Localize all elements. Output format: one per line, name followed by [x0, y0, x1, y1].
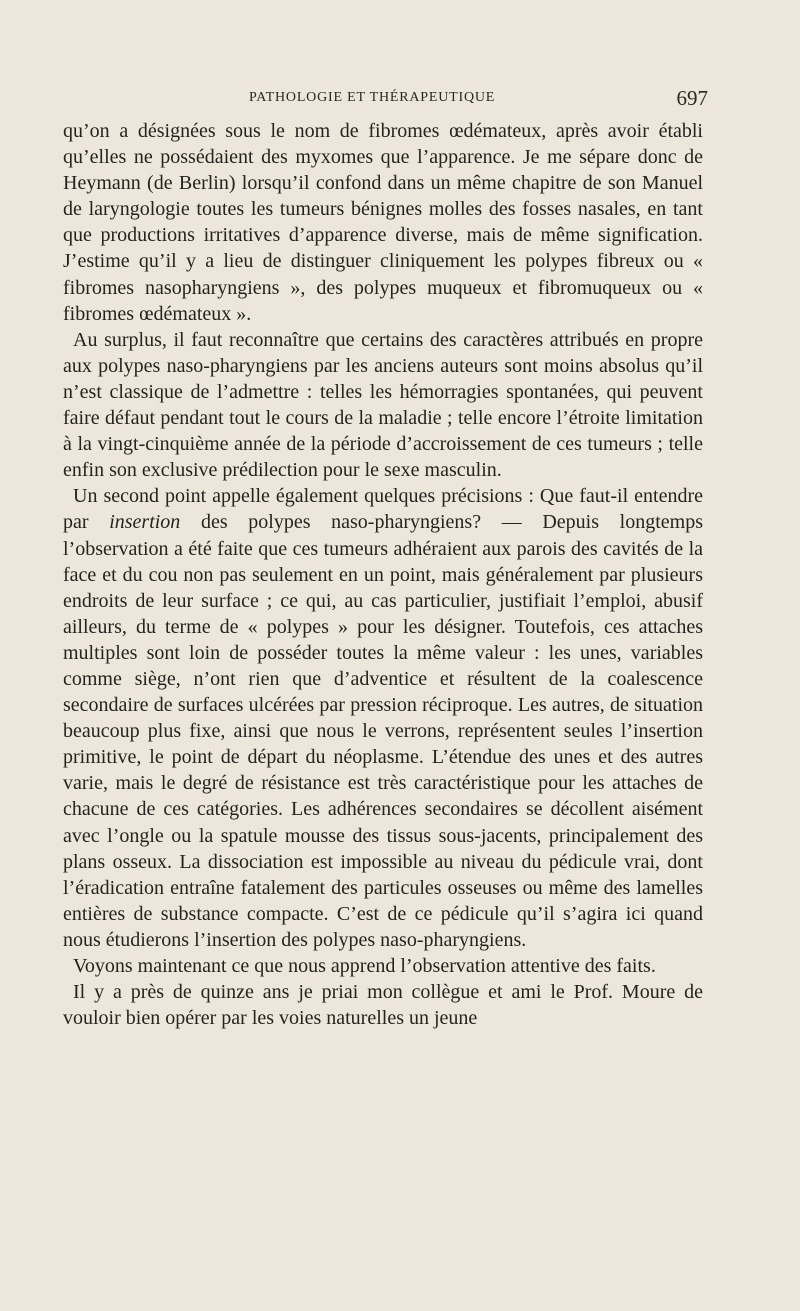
emphasis-insertion: insertion: [109, 511, 181, 534]
running-title: PATHOLOGIE ET THÉRAPEUTIQUE: [249, 90, 496, 105]
paragraph-3-part-2: des polypes naso-pharyngiens? — Depuis longtemps l’observation a été faite que ces tumeurs adhéraient aux parois des cavités de la face et du cou non pas seulement en un point, mais généralement par plusieurs endroits de leur surface ; ce qui, au cas particulier, justifiait l’emploi, abusif ailleurs, du terme de « polypes » pour les désigner. Toutefois, ces attaches multiples sont loin de posséder toutes la même valeur : les unes, variables comme siège, n’ont rien que d’adventice et résultent de la coalescence secondaire de surfaces ulcérées par pression réciproque. Les autres, de situation beaucoup plus fixe, ainsi que nous le verrons, représentent seules l’insertion primitive, le point de départ du néoplasme. L’étendue des unes et des autres varie, mais le degré de résistance est très caractéristique pour les attaches de chacune de ces catégories. Les adhérences secondaires se décollent aisément avec l’ongle ou la spatule mousse des tissus sous-jacents, principalement des plans osseux. La dissociation est impossible au niveau du pédicule vrai, dont l’éradication entraîne fatalement des particules osseuses ou même des lamelles entières de substance compacte. C’est de ce pédicule qu’il s’agira ici quand nous étudierons l’insertion des polypes naso-pharyngiens.: [63, 511, 703, 951]
page-header: [63, 86, 708, 112]
paragraph-2: Au surplus, il faut reconnaître que certains des caractères attribués en propre aux polypes naso-pharyngiens par les anciens auteurs sont moins absolus qu’il n’est classique de l’admettre : telles les hémorragies spontanées, qui peuvent faire défaut pendant tout le cours de la maladie ; telle encore l’étroite limitation à la vingt-cinquième année de la période d’accroissement de ces tumeurs ; telle enfin son exclusive prédilection pour le sexe masculin.: [63, 328, 703, 482]
page-number: 697: [676, 86, 708, 110]
paragraph-4: Voyons maintenant ce que nous apprend l’observation attentive des faits.: [73, 955, 656, 977]
paragraph-5: Il y a près de quinze ans je priai mon collègue et ami le Prof. Moure de vouloir bien opérer par les voies naturelles un jeune: [63, 981, 703, 1030]
paragraph-3-part-1: Un second point appelle également quelques précisions : Que faut-il entendre par: [63, 485, 703, 534]
body-text: [63, 118, 703, 1031]
paragraph-1: qu’on a désignées sous le nom de fibromes œdémateux, après avoir établi qu’elles ne possédaient des myxomes que l’apparence. Je me sépare donc de Heymann (de Berlin) lorsqu’il confond dans un même chapitre de son Manuel de laryngologie toutes les tumeurs bénignes molles des fosses nasales, en tant que productions irritatives d’apparence diverse, mais de même signification. J’estime qu’il y a lieu de distinguer cliniquement les polypes fibreux ou « fibromes nasopharyngiens », des polypes muqueux et fibromuqueux ou « fibromes œdémateux ».: [63, 120, 703, 325]
paragraph-3: [63, 483, 703, 953]
